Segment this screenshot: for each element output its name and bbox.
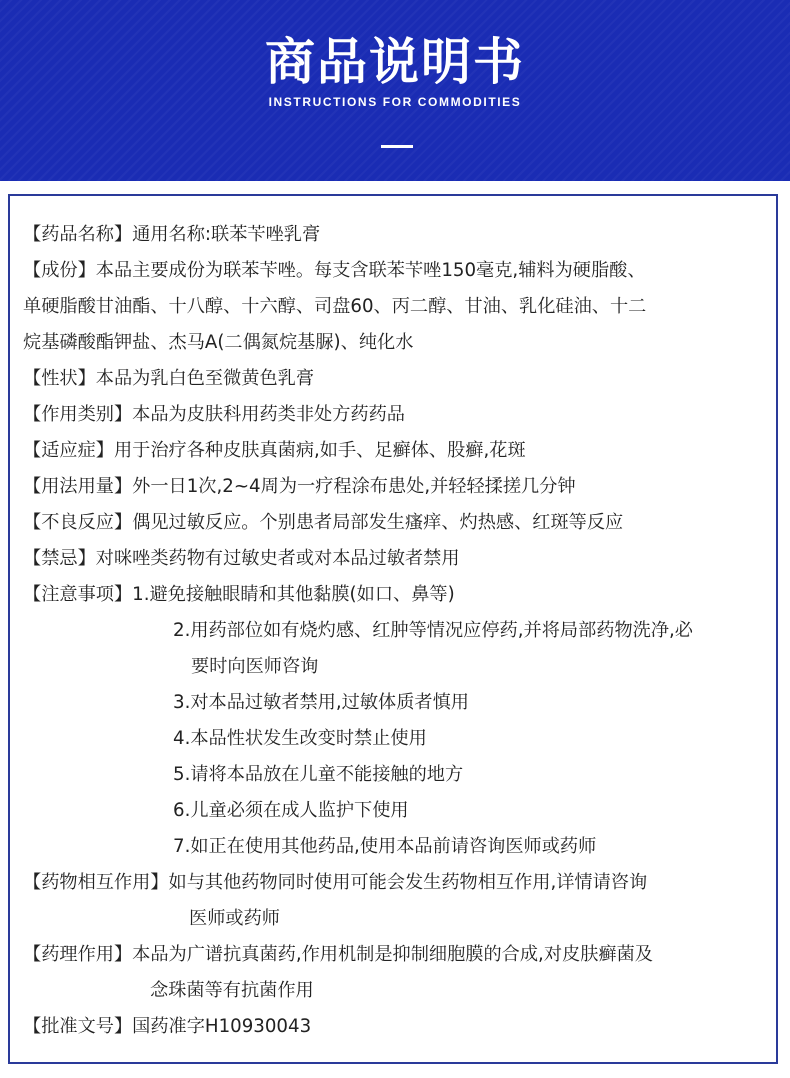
- row-pharmacology: [23, 937, 753, 973]
- pharmacology-label: 【药理作用】: [23, 944, 133, 965]
- adverse-value: 偶见过敏反应。个别患者局部发生瘙痒、灼热感、红斑等反应: [132, 512, 624, 533]
- row-appearance: [23, 361, 753, 397]
- row-drug-interactions: [23, 865, 753, 901]
- row-pharmacology-cont: [23, 973, 753, 1009]
- precaution-item-7: 7.如正在使用其他药品,使用本品前请咨询医师或药师: [173, 836, 597, 857]
- pharmacology-value-line1: 本品为广谱抗真菌药,作用机制是抑制细胞膜的合成,对皮肤癣菌及: [132, 944, 653, 965]
- precautions-label: 【注意事项】: [23, 584, 133, 605]
- interactions-label: 【药物相互作用】: [23, 872, 169, 893]
- ingredients-value-line1: 本品主要成份为联苯苄唑。每支含联苯苄唑150毫克,辅料为硬脂酸、: [95, 260, 646, 281]
- interactions-value-line2: 医师或药师: [189, 908, 280, 929]
- contraindications-value: 对咪唑类药物有过敏史者或对本品过敏者禁用: [95, 548, 460, 569]
- row-contraindications: [23, 541, 753, 577]
- row-approval-number: [23, 1009, 753, 1045]
- precaution-item-1: 1.避免接触眼睛和其他黏膜(如口、鼻等): [132, 584, 455, 605]
- ingredients-label: 【成份】: [23, 260, 96, 281]
- ingredients-value-line3: 烷基磷酸酯钾盐、杰马A(二偶氮烷基脲)、纯化水: [23, 332, 414, 353]
- row-ingredients: [23, 253, 753, 289]
- category-value: 本品为皮肤科用药类非处方药药品: [132, 404, 405, 425]
- row-adverse-reactions: [23, 505, 753, 541]
- contraindications-label: 【禁忌】: [23, 548, 96, 569]
- row-indications: [23, 433, 753, 469]
- page-title: 商品说明书: [265, 33, 525, 91]
- pharmacology-value-line2: 念珠菌等有抗菌作用: [150, 980, 314, 1001]
- adverse-label: 【不良反应】: [23, 512, 133, 533]
- dosage-value: 外一日1次,2~4周为一疗程涂布患处,并轻轻揉搓几分钟: [132, 476, 576, 497]
- appearance-label: 【性状】: [23, 368, 96, 389]
- row-ingredients-cont1: [23, 289, 753, 325]
- row-precautions: [23, 577, 753, 613]
- ingredients-value-line2: 单硬脂酸甘油酯、十八醇、十六醇、司盘60、丙二醇、甘油、乳化硅油、十二: [23, 296, 647, 317]
- precaution-item-5: 5.请将本品放在儿童不能接触的地方: [173, 764, 464, 785]
- row-dosage: [23, 469, 753, 505]
- title-divider: [381, 145, 413, 148]
- instructions-list: [23, 217, 753, 1045]
- indications-label: 【适应症】: [23, 440, 114, 461]
- precaution-item-6: 6.儿童必须在成人监护下使用: [173, 800, 409, 821]
- row-category: [23, 397, 753, 433]
- drug-name-label: 【药品名称】: [23, 224, 133, 245]
- approval-value: 国药准字H10930043: [132, 1016, 312, 1037]
- row-drug-name: [23, 217, 753, 253]
- appearance-value: 本品为乳白色至微黄色乳膏: [95, 368, 315, 389]
- dosage-label: 【用法用量】: [23, 476, 133, 497]
- drug-name-value: 通用名称:联苯苄唑乳膏: [132, 224, 321, 245]
- precaution-item-3: 3.对本品过敏者禁用,过敏体质者慎用: [173, 692, 469, 713]
- header-banner: [0, 0, 790, 181]
- interactions-value-line1: 如与其他药物同时使用可能会发生药物相互作用,详情请咨询: [168, 872, 648, 893]
- approval-label: 【批准文号】: [23, 1016, 133, 1037]
- precaution-item-2: 2.用药部位如有烧灼感、红肿等情况应停药,并将局部药物洗净,必: [173, 620, 693, 641]
- precaution-item-2-cont: 要时向医师咨询: [191, 656, 319, 677]
- row-drug-interactions-cont: [23, 901, 753, 937]
- indications-value: 用于治疗各种皮肤真菌病,如手、足癣体、股癣,花斑: [113, 440, 526, 461]
- category-label: 【作用类别】: [23, 404, 133, 425]
- row-ingredients-cont2: [23, 325, 753, 361]
- page-subtitle: INSTRUCTIONS FOR COMMODITIES: [268, 95, 522, 109]
- precaution-item-4: 4.本品性状发生改变时禁止使用: [173, 728, 427, 749]
